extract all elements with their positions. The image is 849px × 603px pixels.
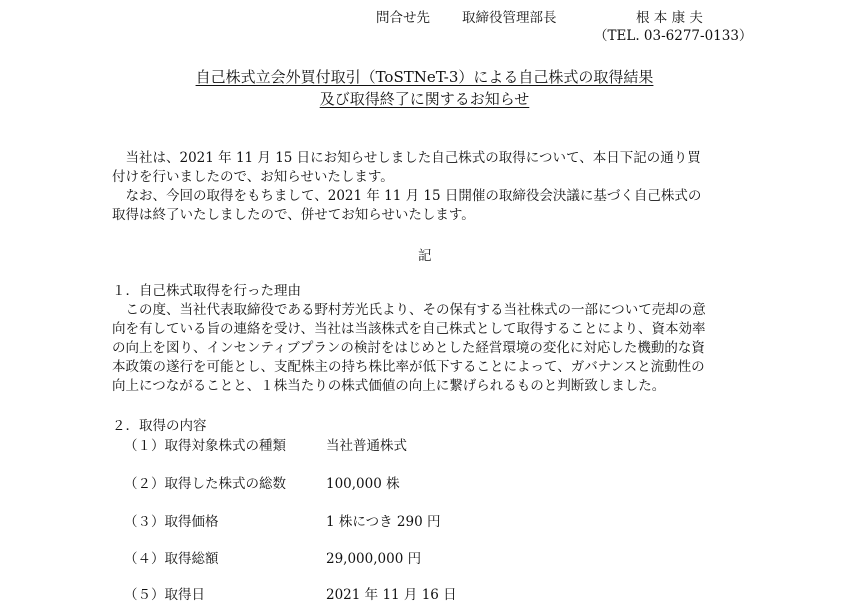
section-heading: １．自己株式取得を行った理由	[112, 283, 301, 299]
item-label: （２）取得した株式の総数	[124, 476, 286, 492]
reason-line: 向上につながることと、１株当たりの株式価値の向上に繋げられるものと判断致しました。	[112, 378, 666, 394]
title-line-2: 及び取得終了に関するお知らせ	[319, 90, 530, 108]
section-heading: ２．取得の内容	[112, 418, 207, 434]
ki-marker: 記	[418, 248, 432, 264]
contact-phone: （TEL. 03-6277-0133）	[594, 28, 753, 44]
item-label: （４）取得総額	[124, 551, 219, 567]
contact-person: 根 本 康 夫	[636, 10, 703, 26]
intro-line: なお、今回の取得をもちまして、2021 年 11 月 15 日開催の取締役会決議に基づく自己株式の	[112, 188, 702, 204]
contact-label: 問合せ先	[376, 10, 430, 26]
item-value: 29,000,000 円	[326, 551, 422, 567]
item-label: （３）取得価格	[124, 514, 219, 530]
item-value: 2021 年 11 月 16 日	[326, 587, 457, 603]
intro-line: 付けを行いましたので、お知らせいたします。	[112, 169, 394, 185]
reason-line: の向上を図り、インセンティブプランの検討をはじめとした経営環境の変化に対応した機動的な資	[112, 340, 705, 356]
intro-line: 取得は終了いたしましたので、併せてお知らせいたします。	[112, 207, 475, 223]
item-label: （１）取得対象株式の種類	[124, 438, 286, 454]
item-value: 1 株につき 290 円	[326, 514, 441, 530]
item-value: 100,000 株	[326, 476, 400, 492]
item-label: （５）取得日	[124, 587, 205, 603]
title-line-1: 自己株式立会外買付取引（ToSTNeT-3）による自己株式の取得結果	[195, 68, 654, 86]
reason-line: 向を有している旨の連絡を受け、当社は当該株式を自己株式として取得することにより、資本効率	[112, 321, 706, 337]
contact-department: 取締役管理部長	[462, 10, 557, 26]
reason-line: この度、当社代表取締役である野村芳光氏より、その保有する当社株式の一部について売却の意	[112, 302, 706, 318]
reason-line: 本政策の遂行を可能とし、支配株主の持ち株比率が低下することによって、ガバナンスと流動性の	[112, 359, 705, 375]
item-value: 当社普通株式	[326, 438, 407, 454]
intro-line: 当社は、2021 年 11 月 15 日にお知らせしました自己株式の取得について、本日下記の通り買	[112, 150, 701, 166]
